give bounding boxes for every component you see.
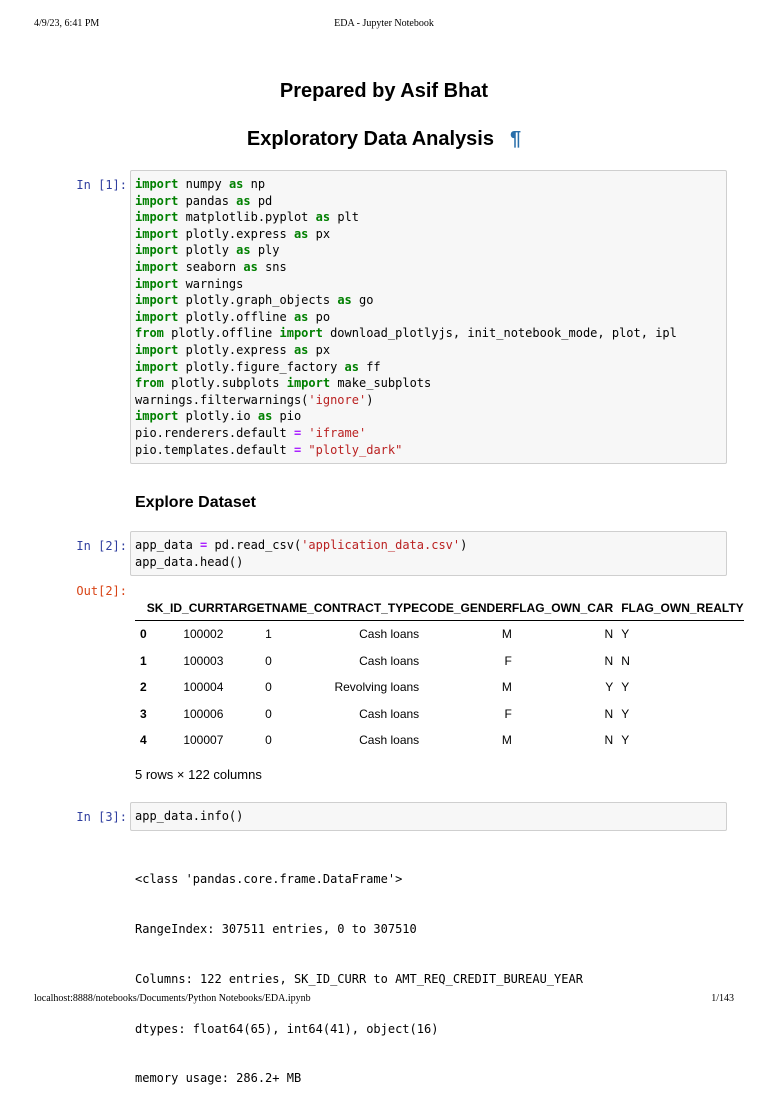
- table-cell: F: [504, 706, 512, 721]
- code-token: =: [200, 538, 208, 552]
- code-token: import: [135, 193, 179, 208]
- code-token: import: [135, 276, 179, 291]
- row-index: 4: [140, 733, 147, 748]
- input-prompt-3: In [3]:: [76, 810, 127, 824]
- input-prompt-2: In [2]:: [76, 539, 127, 553]
- code-token: import: [135, 293, 179, 308]
- table-cell: 100004: [183, 680, 224, 695]
- code-token: plotly.subplots: [163, 376, 287, 391]
- code-token: pio: [272, 409, 302, 424]
- code-token: import: [279, 326, 323, 341]
- code-line: [135, 309, 722, 326]
- code-token: plotly.express: [178, 342, 294, 357]
- code-token: seaborn: [178, 259, 244, 274]
- row-index: 1: [140, 653, 147, 668]
- table-cell: Y: [605, 680, 614, 695]
- code-token: from: [135, 376, 164, 391]
- code-line: [135, 292, 722, 309]
- output-line: Columns: 122 entries, SK_ID_CURR to AMT_REQ_CREDIT_BUREAU_YEAR: [135, 971, 583, 986]
- code-line: [135, 375, 722, 392]
- code-token: import: [135, 226, 179, 241]
- column-header: FLAG_OWN_REALTY: [613, 596, 743, 621]
- code-token: plotly.offline: [163, 326, 280, 341]
- code-line: [135, 808, 722, 825]
- table-cell: Cash loans: [359, 627, 420, 642]
- code-line: [135, 176, 722, 193]
- code-token: pio.templates.default: [135, 442, 294, 457]
- code-token: import: [135, 259, 179, 274]
- code-token: =: [293, 425, 302, 440]
- code-token: pio.renderers.default: [135, 425, 294, 440]
- code-token: app_data.info(): [135, 809, 244, 823]
- table-row: [135, 727, 744, 754]
- print-header: [0, 18, 768, 32]
- table-cell: N: [604, 733, 614, 748]
- code-editor[interactable]: [131, 171, 726, 463]
- code-cell-2[interactable]: [130, 531, 727, 576]
- table-cell: M: [501, 680, 512, 695]
- code-line: [135, 408, 722, 425]
- code-token: go: [351, 293, 374, 308]
- code-token: import: [135, 359, 179, 374]
- code-token: as: [344, 359, 359, 374]
- code-line: [135, 442, 722, 459]
- table-cell: N: [621, 653, 630, 668]
- column-header: SK_ID_CURR: [147, 596, 224, 621]
- column-header: FLAG_OWN_CAR: [512, 596, 613, 621]
- code-token: "plotly_dark": [308, 442, 403, 457]
- code-token: as: [293, 226, 309, 241]
- table-cell: 100002: [183, 627, 224, 642]
- table-cell: Revolving loans: [334, 680, 420, 695]
- code-line: [135, 359, 722, 376]
- code-token: numpy: [178, 177, 229, 191]
- code-token: pandas: [178, 193, 237, 208]
- print-footer: [0, 993, 768, 1007]
- table-row: [135, 674, 744, 701]
- code-token: as: [315, 210, 331, 225]
- code-token: plt: [330, 210, 359, 225]
- dataframe-table: [135, 596, 744, 754]
- anchor-link-icon[interactable]: ¶: [510, 128, 522, 150]
- code-token: sns: [257, 259, 287, 274]
- table-cell: 100006: [183, 706, 224, 721]
- code-token: import: [135, 177, 179, 191]
- table-cell: 0: [265, 653, 272, 668]
- output-line: memory usage: 286.2+ MB: [135, 1071, 302, 1086]
- code-editor[interactable]: [131, 532, 726, 575]
- code-token: download_plotlyjs, init_notebook_mode, plot, ipl: [322, 326, 677, 341]
- column-header: [135, 596, 147, 621]
- table-cell: Y: [621, 733, 630, 748]
- code-token: import: [135, 409, 179, 424]
- code-token: plotly.figure_factory: [178, 359, 345, 374]
- table-row: [135, 648, 744, 675]
- code-token: ): [366, 392, 374, 407]
- table-cell: Y: [621, 680, 630, 695]
- code-token: ): [460, 538, 468, 552]
- table-cell: F: [504, 653, 512, 668]
- page-number: 1/143: [711, 993, 734, 1004]
- code-token: as: [257, 409, 273, 424]
- table-row: [135, 621, 744, 648]
- table-cell: 100007: [183, 733, 224, 748]
- code-token: plotly: [178, 243, 237, 258]
- code-token: import: [135, 210, 179, 225]
- table-cell: N: [604, 653, 614, 668]
- code-token: 'application_data.csv': [301, 538, 461, 552]
- row-index: 0: [140, 627, 147, 642]
- author-heading: Prepared by Asif Bhat: [279, 80, 489, 102]
- code-line: [135, 325, 722, 342]
- info-output: [135, 838, 583, 1104]
- table-cell: N: [604, 627, 614, 642]
- code-cell-1[interactable]: [130, 170, 727, 464]
- code-token: px: [308, 342, 331, 357]
- row-index: 3: [140, 706, 147, 721]
- code-token: pd: [250, 193, 273, 208]
- code-token: plotly.io: [178, 409, 258, 424]
- table-cell: 100003: [183, 653, 224, 668]
- column-header: CODE_GENDER: [419, 596, 512, 621]
- table-cell: Cash loans: [359, 653, 420, 668]
- code-token: ff: [358, 359, 381, 374]
- code-token: np: [243, 177, 266, 191]
- code-token: as: [236, 243, 251, 258]
- table-cell: 0: [265, 680, 272, 695]
- code-line: [135, 554, 722, 571]
- code-line: [135, 537, 722, 554]
- code-token: pd.read_csv(: [207, 538, 302, 552]
- code-token: px: [308, 226, 331, 241]
- code-line: [135, 342, 722, 359]
- code-token: import: [135, 342, 179, 357]
- print-title: EDA - Jupyter Notebook: [334, 18, 434, 29]
- code-line: [135, 226, 722, 243]
- main-heading: [0, 128, 768, 151]
- code-token: plotly.offline: [178, 309, 294, 324]
- code-token: app_data: [135, 538, 201, 552]
- code-token: import: [286, 376, 331, 391]
- code-token: as: [243, 259, 258, 274]
- column-header: TARGET: [223, 596, 271, 621]
- code-token: import: [135, 309, 179, 324]
- row-index: 2: [140, 680, 147, 695]
- output-prompt-2: Out[2]:: [76, 584, 127, 598]
- code-line: [135, 392, 722, 409]
- code-token: as: [228, 177, 244, 191]
- table-cell: 1: [265, 627, 272, 642]
- code-token: as: [236, 193, 251, 208]
- code-line: [135, 242, 722, 259]
- table-cell: M: [501, 627, 512, 642]
- table-cell: Cash loans: [359, 733, 420, 748]
- table-row: [135, 701, 744, 728]
- input-prompt-1: In [1]:: [76, 178, 127, 192]
- dataframe-output: [135, 596, 744, 754]
- code-token: as: [293, 309, 309, 324]
- code-line: [135, 193, 722, 210]
- main-heading-text: Exploratory Data Analysis: [246, 128, 494, 150]
- table-cell: N: [604, 706, 614, 721]
- output-line: <class 'pandas.core.frame.DataFrame'>: [135, 872, 403, 887]
- table-cell: 0: [265, 706, 272, 721]
- table-header-row: [135, 596, 744, 621]
- section-heading: Explore Dataset: [135, 494, 256, 511]
- code-line: [135, 425, 722, 442]
- code-token: as: [337, 293, 352, 308]
- code-editor[interactable]: [131, 803, 726, 830]
- code-token: warnings.filterwarnings(: [135, 392, 309, 407]
- output-line: dtypes: float64(65), int64(41), object(16): [135, 1021, 439, 1036]
- code-token: as: [293, 342, 309, 357]
- code-cell-3[interactable]: [130, 802, 727, 831]
- output-line: RangeIndex: 307511 entries, 0 to 307510: [135, 921, 417, 936]
- dataframe-shape: 5 rows × 122 columns: [135, 767, 262, 782]
- code-token: 'iframe': [308, 425, 367, 440]
- table-cell: 0: [265, 733, 272, 748]
- print-datetime: 4/9/23, 6:41 PM: [34, 18, 100, 29]
- code-line: [135, 276, 722, 293]
- code-token: make_subplots: [330, 376, 432, 391]
- table-cell: M: [501, 733, 512, 748]
- table-cell: Y: [621, 627, 630, 642]
- table-cell: Cash loans: [359, 706, 420, 721]
- code-token: plotly.graph_objects: [178, 293, 338, 308]
- code-token: from: [135, 326, 164, 341]
- code-token: po: [308, 309, 331, 324]
- code-token: app_data.head(): [135, 554, 244, 569]
- code-token: 'ignore': [308, 392, 367, 407]
- code-token: plotly.express: [178, 226, 294, 241]
- column-header: NAME_CONTRACT_TYPE: [272, 596, 419, 621]
- code-line: [135, 259, 722, 276]
- table-cell: Y: [621, 706, 630, 721]
- code-token: matplotlib.pyplot: [178, 210, 316, 225]
- print-url: localhost:8888/notebooks/Documents/Python Notebooks/EDA.ipynb: [34, 993, 311, 1004]
- code-token: ply: [250, 243, 280, 258]
- code-line: [135, 209, 722, 226]
- code-token: =: [293, 442, 302, 457]
- code-token: warnings: [178, 276, 244, 291]
- code-token: import: [135, 243, 179, 258]
